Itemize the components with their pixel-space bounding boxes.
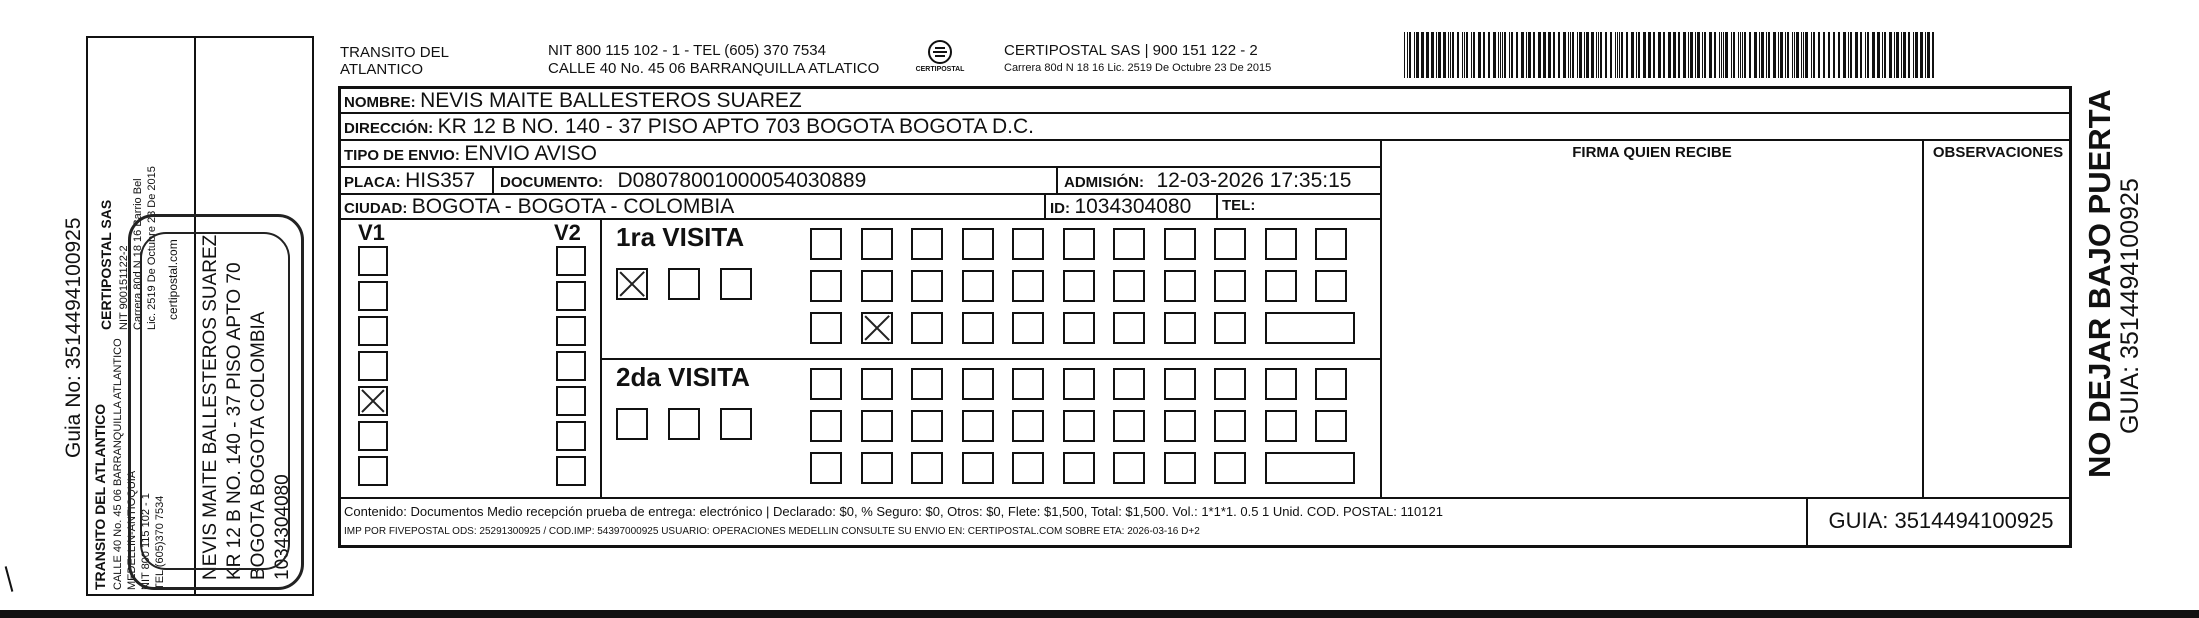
day-cell — [1063, 228, 1095, 260]
day-cell — [1012, 368, 1044, 400]
barcode-icon — [1404, 32, 1940, 78]
id-cell — [1050, 195, 1191, 219]
v2-checkbox — [556, 456, 586, 486]
day-cell — [861, 452, 893, 484]
corner-mark — [5, 566, 14, 592]
stub-transito-line: NIT 800 115 102 - 1 — [140, 493, 152, 590]
stub-company-line: NIT 900151122-2 — [118, 245, 130, 330]
day-cell — [1214, 368, 1246, 400]
day-cell — [1063, 410, 1095, 442]
second-visit-label: 2da VISITA — [616, 362, 750, 392]
day-cell — [810, 270, 842, 302]
day-cell — [810, 410, 842, 442]
day-cell — [1113, 312, 1145, 344]
col-divider — [1922, 139, 1924, 497]
ciudad-cell — [344, 195, 734, 219]
sender-name-line: ATLANTICO — [340, 61, 424, 78]
footer-guia: GUIA: 3514494100925 — [1828, 508, 2054, 533]
logo-wordmark: CERTIPOSTAL — [915, 66, 965, 73]
stub-company-line: Lic. 2519 De Octubre 23 De 2015 — [146, 166, 158, 330]
placa-label: PLACA: — [344, 174, 401, 191]
col-divider — [1216, 193, 1218, 218]
day-cell — [1315, 270, 1347, 302]
stub-guia-number: Guia No: 3514494100925 — [62, 217, 85, 458]
tipo-value: ENVIO AVISO — [464, 142, 597, 165]
day-cell — [1063, 312, 1095, 344]
sender-contact-line: NIT 800 115 102 - 1 - TEL (605) 370 7534 — [548, 42, 826, 59]
stub-recipient-line: KR 12 B NO. 140 - 37 PISO APTO 70 — [224, 262, 245, 580]
courier-line: Carrera 80d N 18 16 Lic. 2519 De Octubre 23 De 2015 — [1004, 62, 1272, 74]
v2-checkbox — [556, 351, 586, 381]
v2-checkbox — [556, 246, 586, 276]
sender-name-line: TRANSITO DEL — [340, 44, 449, 61]
v2-checkbox — [556, 316, 586, 346]
v1-checkbox — [358, 246, 388, 276]
month-checkbox — [720, 268, 752, 300]
day-cell — [911, 228, 943, 260]
day-cell — [962, 312, 994, 344]
day-cell — [1164, 270, 1196, 302]
v1-checkbox — [358, 281, 388, 311]
day-cell — [1012, 452, 1044, 484]
stub-recipient-line: 1034304080 — [272, 474, 293, 580]
time-box — [1265, 312, 1355, 344]
bottom-border — [0, 610, 2199, 618]
direccion-row — [344, 115, 1034, 139]
row-divider — [338, 166, 1381, 168]
day-cell — [861, 270, 893, 302]
day-cell — [911, 368, 943, 400]
stub-transito-line: TRANSITO DEL ATLANTICO — [92, 403, 108, 590]
v1-checkbox — [358, 316, 388, 346]
observaciones-header: OBSERVACIONES — [1932, 144, 2064, 161]
id-label: ID: — [1050, 200, 1070, 217]
sender-contact-line: CALLE 40 No. 45 06 BARRANQUILLA ATLATICO — [548, 60, 880, 77]
side-guia: GUIA: 3514494100925 — [2116, 178, 2144, 434]
day-cell — [861, 228, 893, 260]
day-cell — [810, 452, 842, 484]
col-divider — [1056, 166, 1058, 193]
stub-transito-line: MEDELLIN-ANTIOQUIA — [126, 470, 138, 590]
day-cell — [1012, 410, 1044, 442]
day-cell — [962, 368, 994, 400]
day-cell — [1113, 452, 1145, 484]
nombre-label: NOMBRE: — [344, 94, 416, 111]
day-cell — [1113, 410, 1145, 442]
day-cell — [1063, 368, 1095, 400]
visit-divider — [602, 358, 1380, 360]
month-checkbox — [616, 268, 648, 300]
day-cell — [861, 368, 893, 400]
ciudad-label: CIUDAD: — [344, 200, 408, 217]
v1-label: V1 — [358, 220, 385, 245]
placa-value: HIS357 — [405, 169, 476, 192]
v1-checkbox — [358, 421, 388, 451]
documento-cell — [500, 169, 866, 193]
v2-checkbox — [556, 421, 586, 451]
day-cell — [1113, 368, 1145, 400]
day-cell — [1012, 228, 1044, 260]
v2-label: V2 — [554, 220, 581, 245]
footer-line2: IMP POR FIVEPOSTAL ODS: 25291300925 / COD.IMP: 54397000925 USUARIO: OPERACIONES MEDELLIN CONSULTE SU ENVIO EN: CERTIPOSTAL.COM SOBRE ETA: 2026-03-16 D+2 — [344, 526, 1200, 537]
tipo-row — [344, 142, 597, 166]
direccion-value: KR 12 B NO. 140 - 37 PISO APTO 703 BOGOTA BOGOTA D.C. — [437, 115, 1035, 138]
day-cell — [810, 228, 842, 260]
side-instruction: NO DEJAR BAJO PUERTA — [2082, 89, 2117, 478]
day-cell — [1315, 228, 1347, 260]
col-divider — [1380, 139, 1382, 497]
courier-info — [1004, 42, 1271, 76]
v2-checkbox — [556, 281, 586, 311]
day-cell — [1265, 368, 1297, 400]
stub-website: certipostal.com — [166, 239, 180, 320]
first-visit-label: 1ra VISITA — [616, 222, 745, 252]
col-divider — [1806, 497, 1808, 548]
day-cell — [1214, 270, 1246, 302]
v1-checkbox — [358, 456, 388, 486]
day-cell — [1214, 452, 1246, 484]
documento-value: D08078001000054030889 — [617, 169, 867, 192]
day-cell — [1113, 270, 1145, 302]
day-cell — [810, 312, 842, 344]
day-cell — [861, 312, 893, 344]
day-cell — [1315, 368, 1347, 400]
day-cell — [1164, 368, 1196, 400]
day-cell — [1164, 312, 1196, 344]
barcode — [1404, 32, 1940, 78]
nombre-value: NEVIS MAITE BALLESTEROS SUAREZ — [420, 89, 802, 112]
month-checkbox — [668, 408, 700, 440]
stub-recipient-line: BOGOTA BOGOTA COLOMBIA — [248, 311, 269, 580]
day-cell — [1265, 228, 1297, 260]
stamp-mark — [140, 232, 290, 570]
month-checkbox — [668, 268, 700, 300]
admision-label: ADMISIÓN: — [1064, 174, 1144, 191]
month-checkbox — [720, 408, 752, 440]
tipo-label: TIPO DE ENVIO: — [344, 147, 460, 164]
row-divider — [338, 497, 2072, 499]
month-checkbox — [616, 408, 648, 440]
day-cell — [1315, 410, 1347, 442]
courier-line: CERTIPOSTAL SAS | 900 151 122 - 2 — [1004, 42, 1258, 59]
day-cell — [1164, 410, 1196, 442]
day-cell — [962, 270, 994, 302]
id-value: 1034304080 — [1074, 195, 1192, 218]
col-divider — [492, 166, 494, 193]
day-cell — [962, 410, 994, 442]
day-cell — [1214, 312, 1246, 344]
day-cell — [1012, 312, 1044, 344]
sender-contact — [548, 42, 879, 78]
stub-transito-line: TEL (605)370 7534 — [154, 495, 166, 590]
row-divider — [338, 139, 2072, 141]
tel-cell — [1222, 197, 1255, 215]
certipostal-logo — [912, 38, 968, 78]
day-cell — [1063, 452, 1095, 484]
day-cell — [911, 452, 943, 484]
day-cell — [1113, 228, 1145, 260]
stub-recipient-line: NEVIS MAITE BALLESTEROS SUAREZ — [200, 234, 221, 580]
time-box — [1265, 452, 1355, 484]
admision-value: 12-03-2026 17:35:15 — [1156, 169, 1352, 192]
v1-checkbox — [358, 351, 388, 381]
day-cell — [962, 228, 994, 260]
stub-transito-line: CALLE 40 No. 45 06 BARRANQUILLA ATLANTICO — [112, 338, 124, 590]
day-cell — [962, 452, 994, 484]
v2-checkbox — [556, 386, 586, 416]
documento-label: DOCUMENTO: — [500, 174, 604, 191]
admision-cell — [1064, 169, 1351, 193]
firma-header: FIRMA QUIEN RECIBE — [1572, 144, 1732, 161]
day-cell — [1164, 452, 1196, 484]
day-cell — [1063, 270, 1095, 302]
placa-cell — [344, 169, 475, 193]
col-divider — [1044, 193, 1046, 218]
day-cell — [1214, 228, 1246, 260]
day-cell — [1012, 270, 1044, 302]
day-cell — [1214, 410, 1246, 442]
day-cell — [810, 368, 842, 400]
v1-checkbox — [358, 386, 388, 416]
day-cell — [1265, 270, 1297, 302]
day-cell — [861, 410, 893, 442]
day-cell — [1164, 228, 1196, 260]
stub-company-name: CERTIPOSTAL SAS — [98, 199, 114, 330]
sender-name — [340, 44, 449, 78]
nombre-row — [344, 89, 802, 113]
day-cell — [911, 410, 943, 442]
footer-line1: Contenido: Documentos Medio recepción prueba de entrega: electrónico | Declarado: $0, % Seguro: $0, Otros: $0, Flete: $1,500, Total: $1,500. Vol.: 1*1*1. 0.5 1 Unid. COD. POSTAL: 110121 — [344, 504, 1443, 519]
stub-company-line: Carrera 80d N 18 16 Barrio Bel — [132, 178, 144, 330]
day-cell — [911, 312, 943, 344]
direccion-label: DIRECCIÓN: — [344, 120, 434, 137]
day-cell — [1265, 410, 1297, 442]
day-cell — [911, 270, 943, 302]
tel-label: TEL: — [1222, 197, 1256, 214]
ciudad-value: BOGOTA - BOGOTA - COLOMBIA — [411, 195, 735, 218]
